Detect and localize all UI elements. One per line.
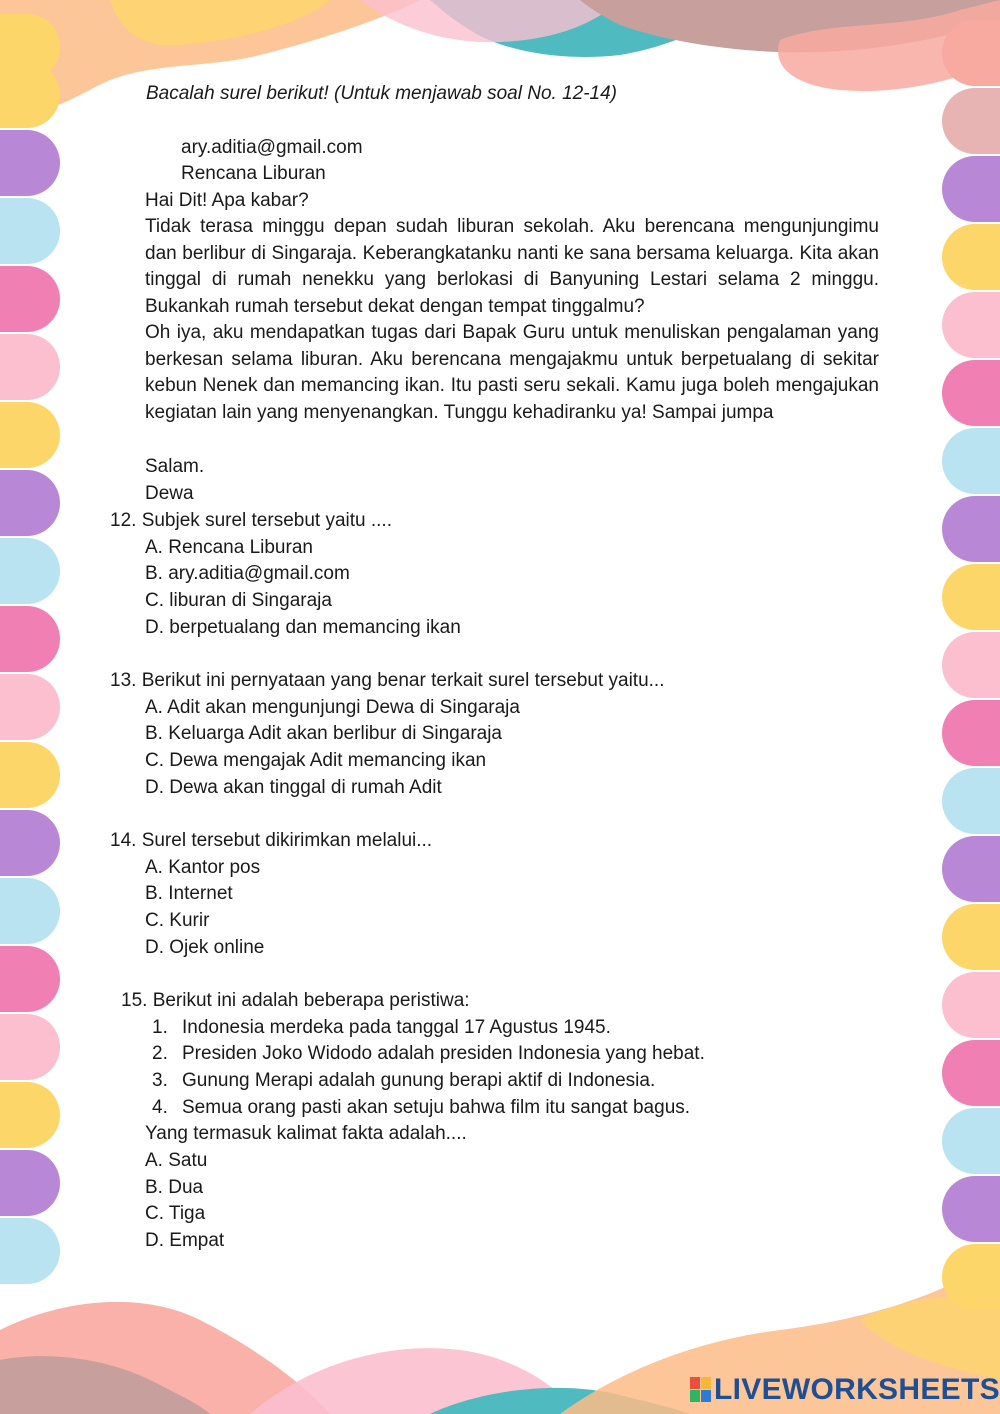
liveworksheets-wordmark: LIVEWORKSHEETS bbox=[714, 1373, 1000, 1406]
q15-statement-3: Gunung Merapi adalah gunung berapi aktif di Indonesia. bbox=[182, 1070, 656, 1091]
email-paragraph-2: Oh iya, aku mendapatkan tugas dari Bapak Guru untuk menuliskan pengalaman yang berkesan selama liburan. Aku berencana mengajakmu untuk berpetualang di sekitar kebun Nenek dan memancing ikan. Itu pasti seru sekali. Kamu juga boleh mengajukan kegiatan lain yang menyenangkan. Tunggu kehadiranku ya! Sampai jumpa bbox=[145, 322, 879, 423]
q12-option-c[interactable]: C. liburan di Singaraja bbox=[145, 590, 332, 611]
q15-statement-2: Presiden Joko Widodo adalah presiden Indonesia yang hebat. bbox=[182, 1043, 705, 1064]
q15-statement-3-number: 3. bbox=[152, 1070, 168, 1091]
email-address: ary.aditia@gmail.com bbox=[181, 137, 363, 158]
instruction: Bacalah surel berikut! (Untuk menjawab soal No. 12-14) bbox=[146, 83, 618, 104]
question-15: 15. Berikut ini adalah beberapa peristiwa: bbox=[121, 990, 470, 1011]
q12-option-d[interactable]: D. berpetualang dan memancing ikan bbox=[145, 617, 461, 638]
q15-option-a[interactable]: A. Satu bbox=[145, 1150, 208, 1171]
q15-statement-1: Indonesia merdeka pada tanggal 17 Agustus 1945. bbox=[182, 1017, 611, 1038]
q13-option-a[interactable]: A. Adit akan mengunjungi Dewa di Singaraja bbox=[145, 697, 520, 718]
q15-option-c[interactable]: C. Tiga bbox=[145, 1203, 206, 1224]
q15-statement-4-number: 4. bbox=[152, 1097, 168, 1118]
q12-option-b[interactable]: B. ary.aditia@gmail.com bbox=[145, 563, 350, 584]
q12-option-a[interactable]: A. Rencana Liburan bbox=[145, 537, 313, 558]
q15-statement-2-number: 2. bbox=[152, 1043, 168, 1064]
q15-prompt: Yang termasuk kalimat fakta adalah.... bbox=[145, 1123, 467, 1144]
q15-option-d[interactable]: D. Empat bbox=[145, 1230, 225, 1251]
email-subject: Rencana Liburan bbox=[181, 163, 326, 184]
email-greeting: Hai Dit! Apa kabar? bbox=[145, 190, 309, 211]
q14-option-c[interactable]: C. Kurir bbox=[145, 910, 210, 931]
q15-statement-4: Semua orang pasti akan setuju bahwa film itu sangat bagus. bbox=[182, 1097, 691, 1118]
q14-option-a[interactable]: A. Kantor pos bbox=[145, 857, 261, 878]
q13-option-b[interactable]: B. Keluarga Adit akan berlibur di Singaraja bbox=[145, 723, 503, 744]
email-paragraph-1: Tidak terasa minggu depan sudah liburan sekolah. Aku berencana mengunjungimu dan berlibur di Singaraja. Keberangkatanku nanti ke sana bersama keluarga. Kita akan tinggal di rumah nenekku yang berlokasi di Banyuning Lestari selama 2 minggu. Bukankah rumah tersebut dekat dengan tempat tinggalmu? bbox=[145, 216, 879, 317]
q13-option-d[interactable]: D. Dewa akan tinggal di rumah Adit bbox=[145, 777, 442, 798]
email-sender: Dewa bbox=[145, 483, 194, 504]
question-14: 14. Surel tersebut dikirimkan melalui... bbox=[110, 830, 433, 851]
question-13: 13. Berikut ini pernyataan yang benar terkait surel tersebut yaitu... bbox=[110, 670, 665, 691]
email-closing: Salam. bbox=[145, 456, 205, 477]
q15-option-b[interactable]: B. Dua bbox=[145, 1177, 204, 1198]
q14-option-d[interactable]: D. Ojek online bbox=[145, 937, 265, 958]
question-12: 12. Subjek surel tersebut yaitu .... bbox=[110, 510, 392, 531]
q13-option-c[interactable]: C. Dewa mengajak Adit memancing ikan bbox=[145, 750, 487, 771]
liveworksheets-brand[interactable] bbox=[690, 1374, 1000, 1406]
q14-option-b[interactable]: B. Internet bbox=[145, 883, 233, 904]
liveworksheets-logo-icon bbox=[690, 1377, 712, 1403]
q15-statement-1-number: 1. bbox=[152, 1017, 168, 1038]
